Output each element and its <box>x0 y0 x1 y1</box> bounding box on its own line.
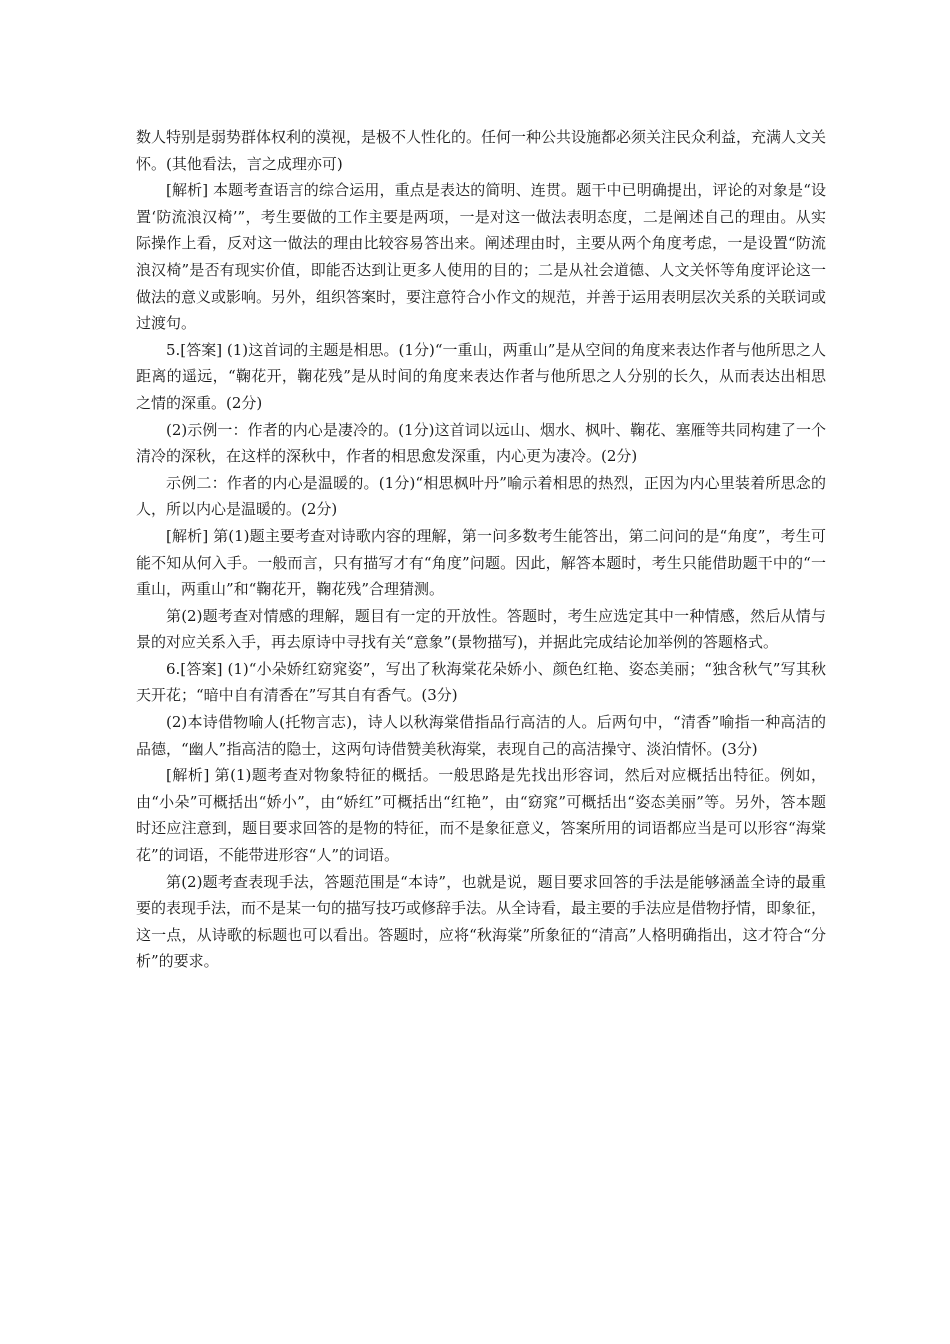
paragraph-analysis-4: [解析] 本题考查语言的综合运用，重点是表达的简明、连贯。题干中已明确提出，评论的对象是“设置‘防流浪汉椅’”，考生要做的工作主要是两项，一是对这一做法表明态度，二是阐述自己的理由。从实际操作上看，反对这一做法的理由比较容易答出来。阐述理由时，主要从两个角度考虑，一是设置“防流浪汉椅”是否有现实价值，即能否达到让更多人使用的目的；二是从社会道德、人文关怀等角度评论这一做法的意义或影响。另外，组织答案时，要注意符合小作文的规范，并善于运用表明层次关系的关联词或过渡句。 <box>136 181 827 333</box>
paragraph-answer-5-part1: 5.[答案] (1)这首词的主题是相思。(1分)“一重山，两重山”是从空间的角度来表达作者与他所思之人距离的遥远，“鞠花开，鞠花残”是从时间的角度来表达作者与他所思之人分别的长久，从而表达出相思之情的深重。(2分) <box>136 340 826 412</box>
paragraph-answer-5-part2-example2: 示例二：作者的内心是温暖的。(1分)“相思枫叶丹”喻示着相思的热烈，正因为内心里装着所思念的人，所以内心是温暖的。(2分) <box>136 473 826 519</box>
paragraph-continuation: 数人特别是弱势群体权利的漠视，是极不人性化的。任何一种公共设施都必须关注民众利益，充满人文关怀。(其他看法，言之成理亦可) <box>136 128 827 173</box>
paragraph-answer-6-part1: 6.[答案] (1)“小朵娇红窈窕姿”，写出了秋海棠花朵娇小、颜色红艳、姿态美丽；“独含秋气”写其秋天开花；“暗中自有清香在”写其自有香气。(3分) <box>136 659 826 705</box>
paragraph-analysis-5-part1: [解析] 第(1)题主要考查对诗歌内容的理解，第一问多数考生能答出，第二问问的是“角度”，考生可能不知从何入手。一般而言，只有描写才有“角度”问题。因此，解答本题时，考生只能借助题干中的“一重山，两重山”和“鞠花开，鞠花残”合理猜测。 <box>136 526 826 599</box>
paragraph-answer-5-part2-example1: (2)示例一：作者的内心是凄冷的。(1分)这首词以远山、烟水、枫叶、鞠花、塞雁等共同构建了一个清冷的深秋，在这样的深秋中，作者的相思愈发深重，内心更为凄冷。(2分) <box>136 420 826 466</box>
paragraph-analysis-6-part1: [解析] 第(1)题考查对物象特征的概括。一般思路是先找出形容词，然后对应概括出特征。例如，由“小朵”可概括出“娇小”，由“娇红”可概括出“红艳”，由“窈窕”可概括出“姿态美丽”等。另外，答本题时还应注意到，题目要求回答的是物的特征，而不是象征意义，答案所用的词语都应当是可以形容“海棠花”的词语，不能带进形容“人”的词语。 <box>136 766 826 865</box>
document-body <box>136 124 826 975</box>
paragraph-analysis-5-part2: 第(2)题考查对情感的理解，题目有一定的开放性。答题时，考生应选定其中一种情感，然后从情与景的对应关系入手，再去原诗中寻找有关“意象”(景物描写)，并据此完成结论加举例的答题格式。 <box>136 606 826 652</box>
paragraph-analysis-6-part2: 第(2)题考查表现手法，答题范围是“本诗”，也就是说，题目要求回答的手法是能够涵盖全诗的最重要的表现手法，而不是某一句的描写技巧或修辞手法。从全诗看，最主要的手法应是借物抒情，即象征，这一点，从诗歌的标题也可以看出。答题时，应将“秋海棠”所象征的“清高”人格明确指出，这才符合“分析”的要求。 <box>136 872 827 971</box>
paragraph-answer-6-part2: (2)本诗借物喻人(托物言志)，诗人以秋海棠借指品行高洁的人。后两句中，“清香”喻指一种高洁的品德，“幽人”指高洁的隐士，这两句诗借赞美秋海棠，表现自己的高洁操守、淡泊情怀。(3分) <box>136 713 826 758</box>
